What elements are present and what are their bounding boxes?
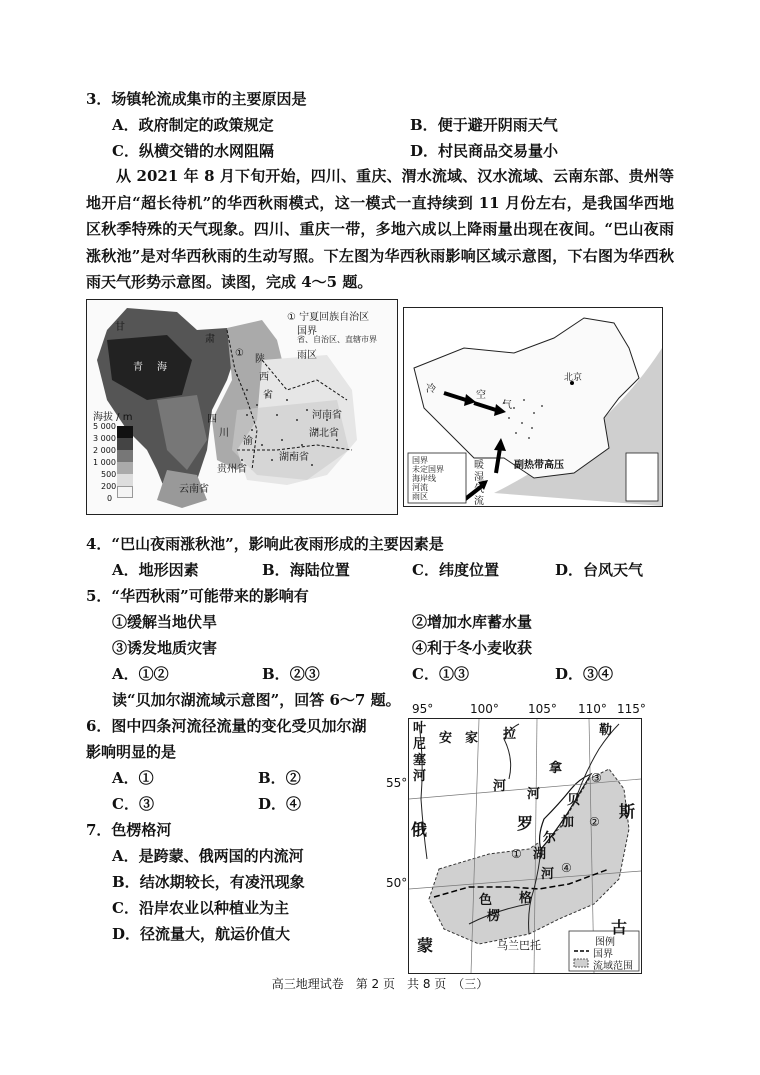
elev-tick-6: 0 <box>107 494 113 503</box>
elev-tick-0: 5 000 <box>93 422 116 431</box>
place-chuan: 川 <box>219 428 229 439</box>
label-ni: 尼 <box>413 737 427 752</box>
q4-option-c: C．纬度位置 <box>412 561 499 579</box>
label-shi: 湿 <box>474 472 484 483</box>
baikal-map <box>408 718 642 974</box>
label-liu: 流 <box>474 496 484 507</box>
q5-item-2: ②增加水库蓄水量 <box>412 613 533 631</box>
elev-tick-2: 2 000 <box>93 446 116 455</box>
q3-stem: 3．场镇轮流成集市的主要原因是 <box>86 90 307 108</box>
label-ge: 格 <box>519 891 533 906</box>
elevation-title: 海拔 / m <box>93 412 133 423</box>
elev-tick-5: 200 <box>101 482 117 491</box>
place-hunan: 湖南省 <box>279 452 309 463</box>
place-hai: 海 <box>157 362 167 373</box>
baikal-legend-basin: 流域范围 <box>593 961 633 972</box>
q6-stem-line1: 6．图中四条河流径流量的变化受贝加尔湖 <box>86 717 367 735</box>
label-kong: 空 <box>476 390 486 401</box>
left-map-terrain <box>87 300 397 514</box>
passage: 从 2021 年 8 月下旬开始，四川、重庆、渭水流域、汉水流域、云南东部、贵州等地开启“超长待机”的华西秋雨模式，这一模式一直持续到 11 月份左右，是我国华西地区秋季特殊的天气现象。四川、重庆一带，多地六成以上降雨量出现在夜间。“巴山夜雨涨秋池”是对华西秋雨的生动写照。下左图为华西秋雨影响区域示意图，下右图为华西秋雨天气形势示意图。读图，完成 4～5 题。 <box>86 167 674 291</box>
label-river-4: ④ <box>561 861 572 875</box>
q5-item-3: ③诱发地质灾害 <box>112 639 218 657</box>
elev-tick-1: 3 000 <box>93 434 116 443</box>
q5-option-c: C．①③ <box>412 665 469 683</box>
lon-110: 110° <box>578 702 607 716</box>
label-ulaanbaatar: 乌兰巴托 <box>497 939 541 952</box>
q7-option-d: D．径流量大，航运价值大 <box>112 925 291 943</box>
q5-option-b: B．②③ <box>262 665 320 683</box>
label-jia: 家 <box>465 731 479 746</box>
elev-tick-4: 500 <box>101 470 117 479</box>
place-guizhou: 贵州省 <box>217 464 247 475</box>
label-meng: 蒙 <box>417 936 434 955</box>
label-river-2: ② <box>589 815 600 829</box>
right-map <box>403 307 663 507</box>
q4-option-d: D．台风天气 <box>555 561 644 579</box>
left-legend-1: ① 宁夏回族自治区 <box>287 312 370 323</box>
baikal-legend-border: 国界 <box>593 949 613 960</box>
q5-option-d: D．③④ <box>555 665 614 683</box>
lat-50: 50° <box>386 876 408 890</box>
label-la: 拉 <box>503 727 517 742</box>
q7-option-a: A．是跨蒙、俄两国的内流河 <box>112 847 304 865</box>
left-map <box>86 299 398 515</box>
q5-item-4: ④利于冬小麦收获 <box>412 639 533 657</box>
label-luo: 罗 <box>517 814 534 833</box>
label-river-1: ① <box>511 847 522 861</box>
q4-option-b: B．海陆位置 <box>262 561 350 579</box>
q7-stem: 7．色楞格河 <box>86 821 172 839</box>
baikal-legend-title: 图例 <box>595 937 615 948</box>
q6-option-a: A．① <box>112 769 154 787</box>
label-subtropical-high: 副热带高压 <box>514 460 564 471</box>
label-leng: 楞 <box>487 909 501 924</box>
label-he-2: 河 <box>493 779 507 794</box>
place-yu: 渝 <box>243 436 253 447</box>
label-qi-1: 气 <box>502 400 512 411</box>
place-shan: 陕 <box>255 354 265 365</box>
q5-stem: 5．“华西秋雨”可能带来的影响有 <box>86 587 309 605</box>
q6-option-b: B．② <box>258 769 301 787</box>
elevation-bar <box>117 426 133 498</box>
place-xi: 西 <box>259 372 269 383</box>
q6-stem-line2: 影响明显的是 <box>86 743 177 761</box>
q6-option-d: D．④ <box>258 795 302 813</box>
place-su: 肃 <box>205 334 215 345</box>
label-nuan: 暖 <box>474 460 484 471</box>
right-legend-2: 未定国界 <box>412 465 444 474</box>
place-qing: 青 <box>133 362 143 373</box>
read-intro: 读“贝加尔湖流域示意图”，回答 6～7 题。 <box>112 691 401 709</box>
label-river-3: ③ <box>591 771 602 785</box>
q5-option-a: A．①② <box>112 665 169 683</box>
elev-tick-3: 1 000 <box>93 458 116 467</box>
label-qi-2: 气 <box>474 484 484 495</box>
label-ye: 叶 <box>413 721 427 736</box>
right-legend-3: 海岸线 <box>412 474 436 483</box>
lon-105: 105° <box>528 702 557 716</box>
left-legend-2: 国界 <box>297 326 317 337</box>
label-beijing: 北京 <box>564 373 583 383</box>
label-leng: 冷 <box>426 384 436 395</box>
label-jia-2: 加 <box>561 815 575 830</box>
page-footer: 高三地理试卷 第 2 页 共 8 页 （三） <box>271 977 489 991</box>
q4-stem: 4．“巴山夜雨涨秋池”，影响此夜雨形成的主要因素是 <box>86 535 444 553</box>
place-ningxia-marker: ① <box>235 348 244 359</box>
q3-option-b: B．便于避开阴雨天气 <box>410 116 558 134</box>
right-legend-4: 河流 <box>412 483 428 492</box>
place-sheng: 省 <box>263 390 273 401</box>
place-gan: 甘 <box>115 322 125 333</box>
label-gu: 古 <box>611 918 628 937</box>
q4-option-a: A．地形因素 <box>112 561 199 579</box>
label-he-1: 河 <box>413 769 427 784</box>
label-he-4: 河 <box>541 867 555 882</box>
label-he-3: 河 <box>527 787 541 802</box>
q5-item-1: ①缓解当地伏旱 <box>112 613 218 631</box>
label-si: 斯 <box>619 802 636 821</box>
label-bei: 贝 <box>567 793 581 808</box>
label-se: 色 <box>479 893 493 908</box>
q3-option-a: A．政府制定的政策规定 <box>112 116 274 134</box>
label-hu: 湖 <box>533 847 547 862</box>
lat-55: 55° <box>386 776 408 790</box>
q6-option-c: C．③ <box>112 795 154 813</box>
q3-option-c: C．纵横交错的水网阻隔 <box>112 142 274 160</box>
lon-95: 95° <box>412 702 434 716</box>
lon-100: 100° <box>470 702 499 716</box>
place-henan: 河南省 <box>312 410 342 421</box>
label-e: 俄 <box>411 820 428 839</box>
label-le: 勒 <box>599 723 613 738</box>
label-an: 安 <box>439 731 453 746</box>
lon-115: 115° <box>617 702 646 716</box>
left-legend-4: 雨区 <box>297 350 317 361</box>
left-legend-3: 省、自治区、直辖市界 <box>297 335 377 344</box>
right-legend-1: 国界 <box>412 456 428 465</box>
place-hubei: 湖北省 <box>309 428 339 439</box>
place-yunnan: 云南省 <box>179 484 209 495</box>
q3-option-d: D．村民商品交易量小 <box>410 142 559 160</box>
label-sai: 塞 <box>413 753 427 768</box>
label-na: 拿 <box>549 761 563 776</box>
label-er: 尔 <box>543 831 557 846</box>
q7-option-b: B．结冰期较长，有凌汛现象 <box>112 873 305 891</box>
place-si: 四 <box>207 414 217 425</box>
right-legend-5: 雨区 <box>412 492 428 501</box>
q7-option-c: C．沿岸农业以种植业为主 <box>112 899 289 917</box>
right-map-drawing <box>404 308 662 506</box>
